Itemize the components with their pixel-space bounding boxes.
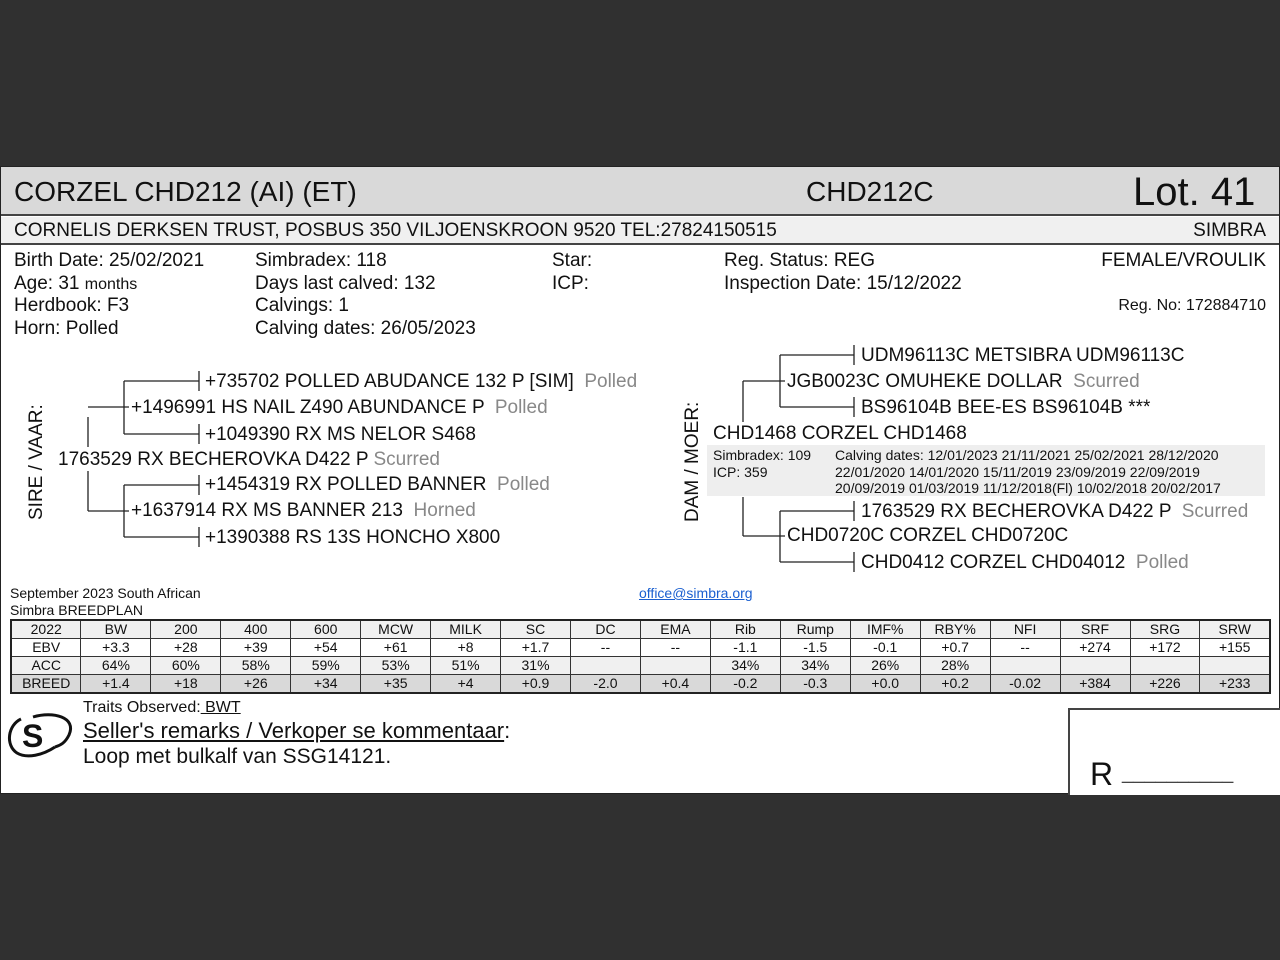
- dam-dam-dam: [861, 552, 1189, 574]
- birth-date: Birth Date: 25/02/2021: [14, 250, 205, 271]
- acc-cell: 64%: [81, 657, 151, 675]
- age-value: Age: 31: [14, 273, 80, 294]
- acc-cell: [1200, 657, 1270, 675]
- lot-number: Lot. 41: [1133, 170, 1256, 214]
- breed-cell: +0.9: [501, 675, 571, 694]
- ebv-cell: --: [571, 639, 641, 657]
- sire-dam: [131, 500, 476, 522]
- breed-cell: BREED: [11, 675, 81, 694]
- header-cell: MCW: [361, 620, 431, 639]
- currency: R: [1090, 756, 1114, 792]
- breed-cell: +384: [1060, 675, 1130, 694]
- header-cell: SRF: [1060, 620, 1130, 639]
- name: 1763529 RX BECHEROVKA D422 P: [861, 501, 1172, 522]
- header-cell: RBY%: [920, 620, 990, 639]
- ebv-cell: +54: [291, 639, 361, 657]
- acc-cell: [1130, 657, 1200, 675]
- name: +1496991 HS NAIL Z490 ABUNDANCE P: [131, 397, 485, 418]
- ebv-cell: +3.3: [81, 639, 151, 657]
- acc-cell: 31%: [501, 657, 571, 675]
- ebv-cell: +28: [151, 639, 221, 657]
- breed: SIMBRA: [1193, 220, 1266, 241]
- name: +1454319 RX POLLED BANNER: [205, 474, 487, 495]
- colon: :: [504, 718, 511, 743]
- ebv-cell: EBV: [11, 639, 81, 657]
- name: +1637914 RX MS BANNER 213: [131, 500, 403, 521]
- ebv-cell: -0.1: [850, 639, 920, 657]
- header-cell: SC: [501, 620, 571, 639]
- remarks-title: [83, 718, 510, 744]
- dam-sire-sire: UDM96113C METSIBRA UDM96113C: [861, 345, 1185, 366]
- breed-cell: -0.2: [710, 675, 780, 694]
- icp: ICP:: [552, 273, 589, 294]
- horn: Scurred: [1181, 501, 1249, 522]
- ebv-cell: +1.7: [501, 639, 571, 657]
- header-cell: 600: [291, 620, 361, 639]
- breed-cell: +226: [1130, 675, 1200, 694]
- traits-label: Traits Observed:: [83, 699, 201, 716]
- reg-no: Reg. No: 172884710: [1118, 297, 1266, 314]
- ebv-cell: -1.1: [710, 639, 780, 657]
- price-blank: __________: [1122, 762, 1234, 784]
- dam-icp: ICP: 359: [713, 464, 768, 480]
- sire-sire-sire: [205, 371, 637, 393]
- sire-dam-dam: +1390388 RS 13S HONCHO X800: [205, 527, 501, 548]
- ebv-cell: +39: [221, 639, 291, 657]
- acc-cell: [640, 657, 710, 675]
- remarks-title-text: Seller's remarks / Verkoper se kommentaar: [83, 718, 505, 743]
- ebv-cell: +172: [1130, 639, 1200, 657]
- reg-status: Reg. Status: REG: [724, 250, 876, 271]
- horn: Polled: [494, 397, 548, 418]
- dam-calving-1: Calving dates: 12/01/2023 21/11/2021 25/02/2021 28/12/2020: [835, 447, 1219, 463]
- horn: Polled: [584, 371, 638, 392]
- header-cell: 2022: [11, 620, 81, 639]
- header-cell: IMF%: [850, 620, 920, 639]
- ebv-cell: --: [990, 639, 1060, 657]
- name: +735702 POLLED ABUDANCE 132 P [SIM]: [205, 371, 574, 392]
- email-link[interactable]: office@simbra.org: [639, 585, 753, 601]
- acc-cell: 28%: [920, 657, 990, 675]
- animal-id: CHD212C: [806, 176, 934, 207]
- name: JGB0023C OMUHEKE DOLLAR: [787, 371, 1063, 392]
- horn: Horn: Polled: [14, 318, 119, 339]
- inspection-date: Inspection Date: 15/12/2022: [724, 273, 962, 294]
- animal-name: CORZEL CHD212 (AI) (ET): [14, 176, 357, 207]
- header-cell: MILK: [431, 620, 501, 639]
- acc-cell: 51%: [431, 657, 501, 675]
- header-cell: DC: [571, 620, 641, 639]
- header-cell: 400: [221, 620, 291, 639]
- sire-sire-dam: +1049390 RX MS NELOR S468: [205, 424, 476, 445]
- breedplan-line2: Simbra BREEDPLAN: [10, 602, 144, 618]
- breed-cell: +35: [361, 675, 431, 694]
- age-unit: months: [84, 276, 138, 293]
- breed-cell: -0.02: [990, 675, 1060, 694]
- calving-dates: Calving dates: 26/05/2023: [255, 318, 476, 339]
- acc-cell: [1060, 657, 1130, 675]
- sire-dam-sire: [205, 474, 550, 496]
- herdbook: Herdbook: F3: [14, 295, 130, 316]
- breed-cell: +26: [221, 675, 291, 694]
- acc-row: [11, 657, 1270, 675]
- horn: Polled: [497, 474, 550, 495]
- horn: Polled: [1135, 552, 1189, 573]
- name: CHD0412 CORZEL CHD04012: [861, 552, 1126, 573]
- sire-horn: Scurred: [373, 449, 440, 470]
- breed-cell: +0.2: [920, 675, 990, 694]
- ebv-cell: -1.5: [780, 639, 850, 657]
- price-box[interactable]: [1068, 708, 1280, 795]
- dam-calving-3: 20/09/2019 01/03/2019 11/12/2018(Fl) 10/02/2018 20/02/2017: [835, 480, 1221, 496]
- header-cell: SRW: [1200, 620, 1270, 639]
- traits-observed: [83, 699, 241, 717]
- header-cell: Rib: [710, 620, 780, 639]
- ebv-cell: +155: [1200, 639, 1270, 657]
- dam-label: DAM / MOER:: [682, 401, 703, 522]
- breed-cell: +4: [431, 675, 501, 694]
- ebv-cell: +0.7: [920, 639, 990, 657]
- breed-cell: +34: [291, 675, 361, 694]
- acc-cell: 34%: [780, 657, 850, 675]
- svg-text:S: S: [22, 718, 44, 754]
- owner-text: CORNELIS DERKSEN TRUST, POSBUS 350 VILJOENSKROON 9520 TEL:27824150515: [14, 220, 777, 241]
- ebv-row: [11, 639, 1270, 657]
- star: Star:: [552, 250, 593, 271]
- acc-cell: 26%: [850, 657, 920, 675]
- acc-cell: ACC: [11, 657, 81, 675]
- traits-value: BWT: [200, 699, 241, 716]
- header-cell: EMA: [640, 620, 710, 639]
- ebv-table: [10, 619, 1271, 694]
- sire-animal: [58, 449, 440, 471]
- header-cell: Rump: [780, 620, 850, 639]
- sire-label: SIRE / VAAR:: [26, 404, 47, 520]
- header-cell: NFI: [990, 620, 1060, 639]
- sire-name: 1763529 RX BECHEROVKA D422 P: [58, 449, 369, 470]
- acc-cell: 53%: [361, 657, 431, 675]
- dam-simbradex: Simbradex: 109: [713, 447, 812, 463]
- remarks-text: Loop met bulkalf van SSG14121.: [83, 745, 392, 768]
- breed-cell: +0.0: [850, 675, 920, 694]
- lot-card: [0, 166, 1280, 794]
- dam-animal: CHD1468 CORZEL CHD1468: [713, 423, 967, 444]
- dam-calving-2: 22/01/2020 14/01/2020 15/11/2019 23/09/2019 22/09/2019: [835, 464, 1200, 480]
- breed-cell: -0.3: [780, 675, 850, 694]
- breed-cell: +18: [151, 675, 221, 694]
- dam-dam-sire: [861, 501, 1248, 523]
- dam-sire: [787, 371, 1140, 393]
- acc-cell: 34%: [710, 657, 780, 675]
- days-last-calved: Days last calved: 132: [255, 273, 436, 294]
- dam-sire-dam: BS96104B BEE-ES BS96104B ***: [861, 397, 1151, 418]
- dam-dam: CHD0720C CORZEL CHD0720C: [787, 525, 1069, 546]
- sire-sire: [131, 397, 548, 419]
- ebv-cell: +8: [431, 639, 501, 657]
- acc-cell: 58%: [221, 657, 291, 675]
- ebv-cell: +274: [1060, 639, 1130, 657]
- ebv-cell: +61: [361, 639, 431, 657]
- simbradex: Simbradex: 118: [255, 250, 387, 271]
- calvings: Calvings: 1: [255, 295, 349, 316]
- dam-calving-box: [707, 445, 1265, 496]
- horn: Horned: [413, 500, 476, 521]
- header-cell: SRG: [1130, 620, 1200, 639]
- header-row: [11, 620, 1270, 639]
- header-cell: 200: [151, 620, 221, 639]
- sex: FEMALE/VROULIK: [1101, 250, 1266, 271]
- header-cell: BW: [81, 620, 151, 639]
- acc-cell: 60%: [151, 657, 221, 675]
- acc-cell: 59%: [291, 657, 361, 675]
- simbra-logo-icon: [3, 707, 79, 763]
- breed-cell: +0.4: [640, 675, 710, 694]
- horn: Scurred: [1073, 371, 1140, 392]
- breed-row: [11, 675, 1270, 694]
- breed-cell: -2.0: [571, 675, 641, 694]
- breed-cell: +233: [1200, 675, 1270, 694]
- acc-cell: [571, 657, 641, 675]
- ebv-cell: --: [640, 639, 710, 657]
- breed-cell: +1.4: [81, 675, 151, 694]
- breedplan-line1: September 2023 South African: [10, 585, 201, 601]
- acc-cell: [990, 657, 1060, 675]
